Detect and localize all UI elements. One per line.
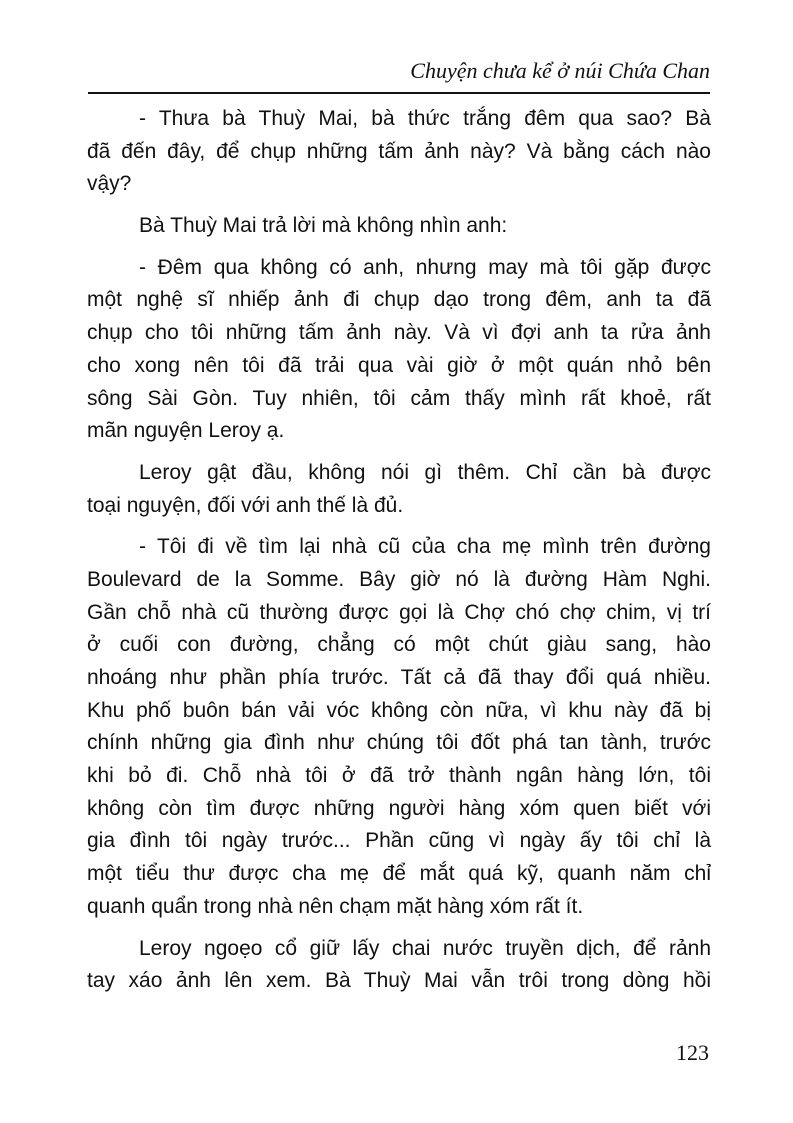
text-line: một tiểu thư được cha mẹ để mắt quá kỹ, quanh năm chỉ	[87, 862, 711, 886]
text-line: không còn tìm được những người hàng xóm quen biết với	[87, 796, 711, 820]
text-line: ở cuối con đường, chẳng có một chút giàu sang, hào	[87, 633, 711, 657]
paragraph	[87, 933, 711, 998]
text-line: Boulevard de la Somme. Bây giờ nó là đường Hàm Nghi.	[87, 567, 711, 591]
paragraph	[87, 531, 711, 923]
paragraph	[87, 210, 711, 243]
text-line: Leroy gật đầu, không nói gì thêm. Chỉ cần bà được	[139, 460, 711, 484]
text-line: toại nguyện, đối với anh thế là đủ.	[87, 493, 404, 517]
text-line: Gần chỗ nhà cũ thường được gọi là Chợ chó chợ chim, vị trí	[87, 600, 711, 624]
text-line: - Đêm qua không có anh, nhưng may mà tôi gặp được	[139, 255, 711, 279]
text-line: Leroy ngoẹo cổ giữ lấy chai nước truyền dịch, để rảnh	[139, 936, 711, 960]
text-line: vậy?	[87, 172, 132, 196]
text-line: Bà Thuỳ Mai trả lời mà không nhìn anh:	[139, 214, 508, 238]
text-line: - Thưa bà Thuỳ Mai, bà thức trắng đêm qua sao? Bà	[139, 107, 711, 130]
text-line: đã đến đây, để chụp những tấm ảnh này? Và bằng cách nào	[87, 139, 711, 163]
text-line: nhoáng như phần phía trước. Tất cả đã thay đổi quá nhiều.	[87, 666, 711, 689]
running-header: Chuyện chưa kể ở núi Chứa Chan	[410, 58, 710, 83]
paragraph	[87, 457, 711, 522]
text-line: gia đình tôi ngày trước... Phần cũng vì ngày ấy tôi chỉ là	[87, 829, 711, 853]
text-line: cho xong nên tôi đã trải qua vài giờ ở một quán nhỏ bên	[87, 353, 711, 377]
text-line: mãn nguyện Leroy ạ.	[87, 419, 285, 443]
text-line: một nghệ sĩ nhiếp ảnh đi chụp dạo trong đêm, anh ta đã	[87, 288, 711, 312]
text-line: tay xáo ảnh lên xem. Bà Thuỳ Mai vẫn trôi trong dòng hồi	[87, 969, 711, 993]
paragraph	[87, 103, 711, 201]
page-number: 123	[676, 1040, 709, 1065]
text-line: - Tôi đi về tìm lại nhà cũ của cha mẹ mình trên đường	[139, 535, 711, 559]
header-rule	[88, 92, 710, 94]
text-line: Khu phố buôn bán vải vóc không còn nữa, vì khu này đã bị	[87, 698, 711, 722]
text-line: khi bỏ đi. Chỗ nhà tôi ở đã trở thành ngân hàng lớn, tôi	[87, 764, 711, 788]
text-line: chụp cho tôi những tấm ảnh này. Và vì đợi anh ta rửa ảnh	[87, 321, 711, 345]
text-line: sông Sài Gòn. Tuy nhiên, tôi cảm thấy mình rất khoẻ, rất	[87, 386, 711, 410]
page-body	[87, 103, 711, 1007]
paragraph	[87, 252, 711, 448]
text-line: quanh quẩn trong nhà nên chạm mặt hàng xóm rất ít.	[87, 894, 584, 918]
text-line: chính những gia đình như chúng tôi đốt phá tan tành, trước	[87, 731, 711, 755]
